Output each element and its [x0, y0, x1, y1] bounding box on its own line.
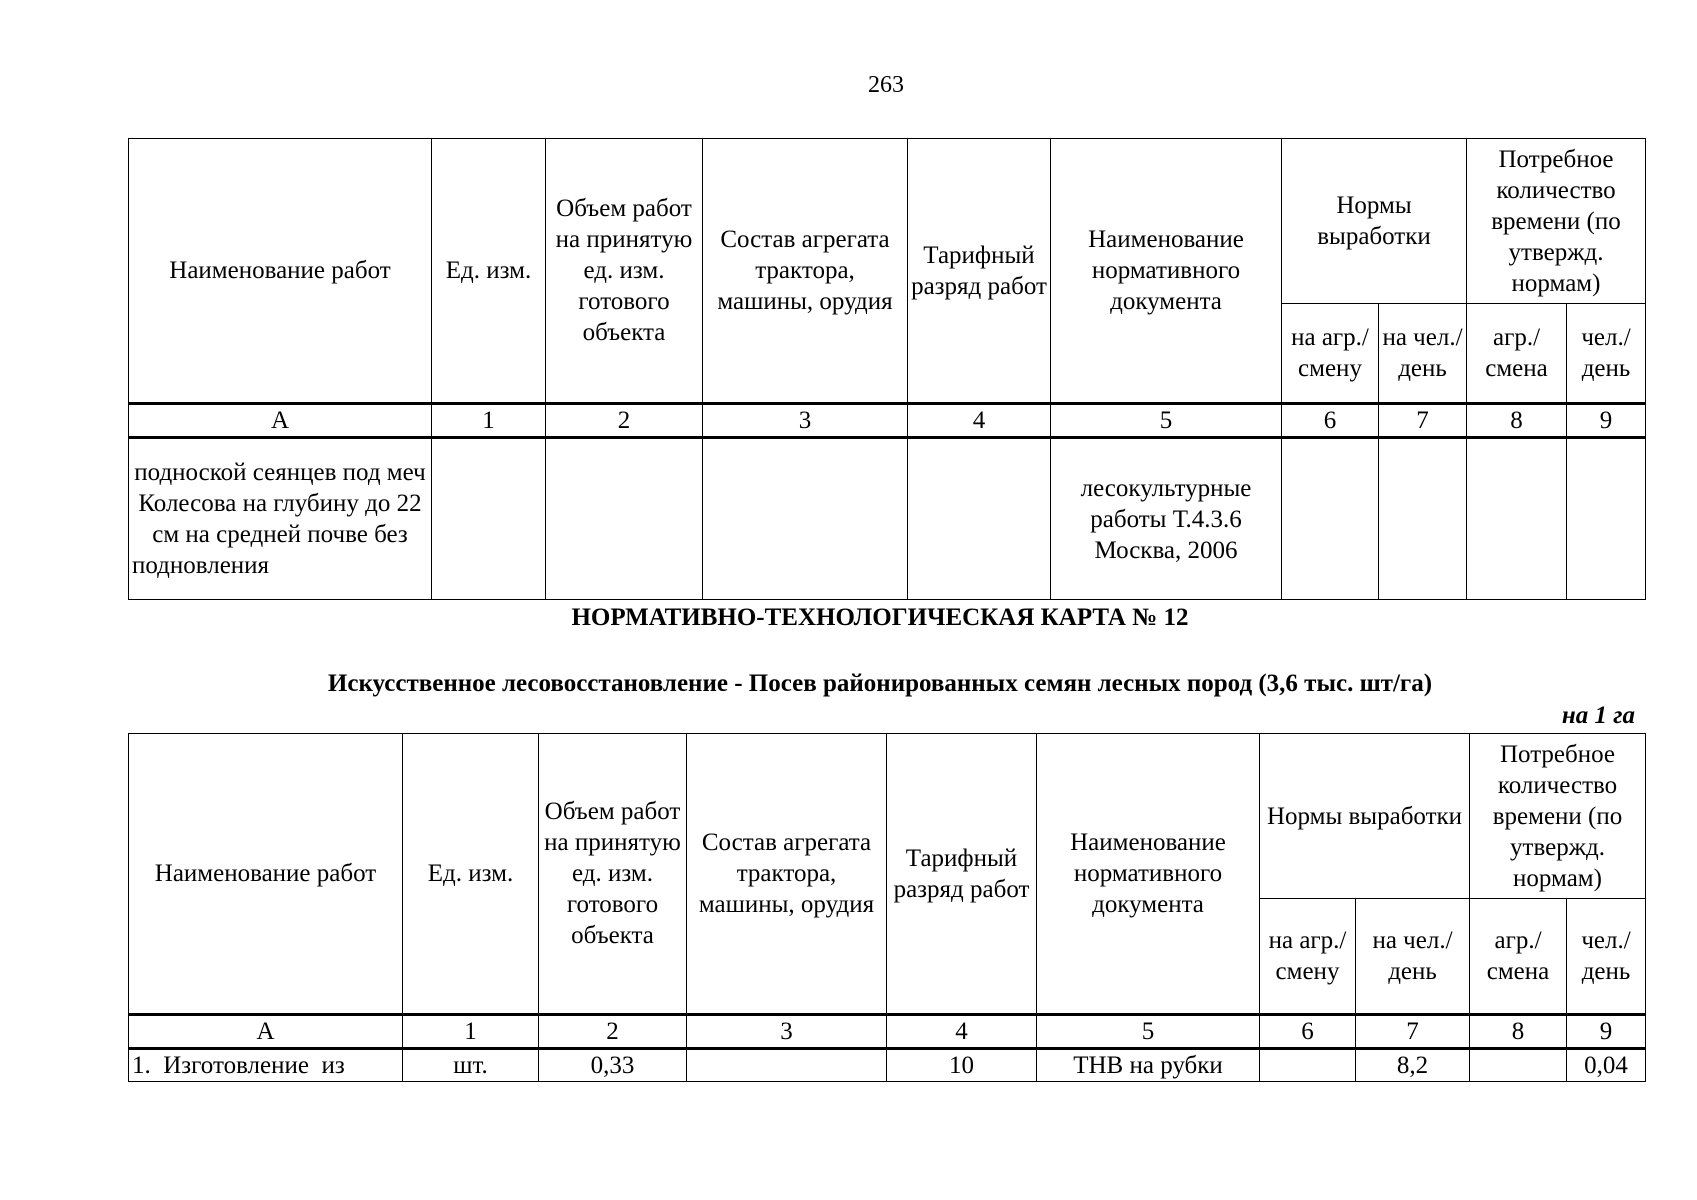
header-unit: Ед. изм.: [432, 139, 546, 404]
header-time-unit-shift: агр./ смена: [1467, 304, 1567, 404]
index-cell: А: [129, 1015, 403, 1049]
index-cell: 1: [403, 1015, 539, 1049]
table-row: [129, 438, 1646, 600]
index-cell: 8: [1467, 404, 1567, 438]
time-man-cell: [1567, 438, 1646, 600]
index-cell: 4: [908, 404, 1051, 438]
time-man-cell: 0,04: [1567, 1049, 1646, 1082]
index-cell: 8: [1470, 1015, 1567, 1049]
card-subtitle: Искусственное лесовосстановление - Посев районированных семян лесных пород (3,6 тыс. шт/га): [327, 670, 1433, 697]
time-agr-cell: [1467, 438, 1567, 600]
header-document: Наименование нормативного документа: [1037, 734, 1260, 1015]
header-unit: Ед. изм.: [403, 734, 539, 1015]
unit-note: на 1 га: [1561, 702, 1635, 729]
norms-table-continued: [128, 138, 1646, 600]
time-agr-cell: [1470, 1049, 1567, 1082]
work-name-cell: 1. Изготовление из: [129, 1049, 403, 1082]
unit-cell: [432, 438, 546, 600]
norm-man-cell: 8,2: [1356, 1049, 1470, 1082]
norms-table-card-12: [128, 733, 1646, 1082]
index-cell: 4: [887, 1015, 1037, 1049]
header-volume: Объем работ на принятую ед. изм. готового объекта: [539, 734, 687, 1015]
grade-cell: [908, 438, 1051, 600]
header-work-name: Наименование работ: [129, 139, 432, 404]
index-cell: 2: [539, 1015, 687, 1049]
index-cell: А: [129, 404, 432, 438]
document-cell: ТНВ на рубки: [1037, 1049, 1260, 1082]
column-index-row: [129, 1015, 1646, 1049]
header-aggregate: Состав агрегата трактора, машины, орудия: [687, 734, 887, 1015]
header-time-unit-shift: агр./ смена: [1470, 899, 1567, 1015]
index-cell: 7: [1379, 404, 1467, 438]
header-work-name: Наименование работ: [129, 734, 403, 1015]
header-aggregate: Состав агрегата трактора, машины, орудия: [703, 139, 908, 404]
header-norm-per-unit-shift: на агр./ смену: [1282, 304, 1379, 404]
index-cell: 6: [1282, 404, 1379, 438]
card-title: НОРМАТИВНО-ТЕХНОЛОГИЧЕСКАЯ КАРТА № 12: [571, 604, 1189, 631]
header-time-need: Потребное количество времени (по утвержд. нормам): [1467, 139, 1646, 304]
header-time-need: Потребное количество времени (по утвержд. нормам): [1470, 734, 1646, 899]
norm-agr-cell: [1260, 1049, 1356, 1082]
norm-man-cell: [1379, 438, 1467, 600]
volume-cell: [546, 438, 703, 600]
index-cell: 9: [1567, 404, 1646, 438]
header-norm-per-man-day: на чел./ день: [1379, 304, 1467, 404]
header-norms: Нормы выработки: [1260, 734, 1470, 899]
page-number: 263: [868, 72, 904, 98]
work-name-cell: подноской сеянцев под меч Колесова на глубину до 22 см на средней почве без подновления: [129, 438, 432, 600]
document-cell: лесокультурные работы Т.4.3.6 Москва, 2006: [1051, 438, 1282, 600]
header-norm-per-unit-shift: на агр./ смену: [1260, 899, 1356, 1015]
unit-cell: шт.: [403, 1049, 539, 1082]
header-time-man-day: чел./ день: [1567, 304, 1646, 404]
index-cell: 3: [687, 1015, 887, 1049]
header-tariff-grade: Тарифный разряд работ: [908, 139, 1051, 404]
volume-cell: 0,33: [539, 1049, 687, 1082]
aggregate-cell: [703, 438, 908, 600]
column-index-row: [129, 404, 1646, 438]
norm-agr-cell: [1282, 438, 1379, 600]
index-cell: 9: [1567, 1015, 1646, 1049]
header-tariff-grade: Тарифный разряд работ: [887, 734, 1037, 1015]
index-cell: 7: [1356, 1015, 1470, 1049]
index-cell: 1: [432, 404, 546, 438]
table-row: [129, 1049, 1646, 1082]
aggregate-cell: [687, 1049, 887, 1082]
index-cell: 6: [1260, 1015, 1356, 1049]
index-cell: 5: [1051, 404, 1282, 438]
index-cell: 5: [1037, 1015, 1260, 1049]
grade-cell: 10: [887, 1049, 1037, 1082]
header-volume: Объем работ на принятую ед. изм. готового объекта: [546, 139, 703, 404]
header-document: Наименование нормативного документа: [1051, 139, 1282, 404]
header-norms: Нормы выработки: [1282, 139, 1467, 304]
header-time-man-day: чел./ день: [1567, 899, 1646, 1015]
header-norm-per-man-day: на чел./ день: [1356, 899, 1470, 1015]
index-cell: 3: [703, 404, 908, 438]
index-cell: 2: [546, 404, 703, 438]
